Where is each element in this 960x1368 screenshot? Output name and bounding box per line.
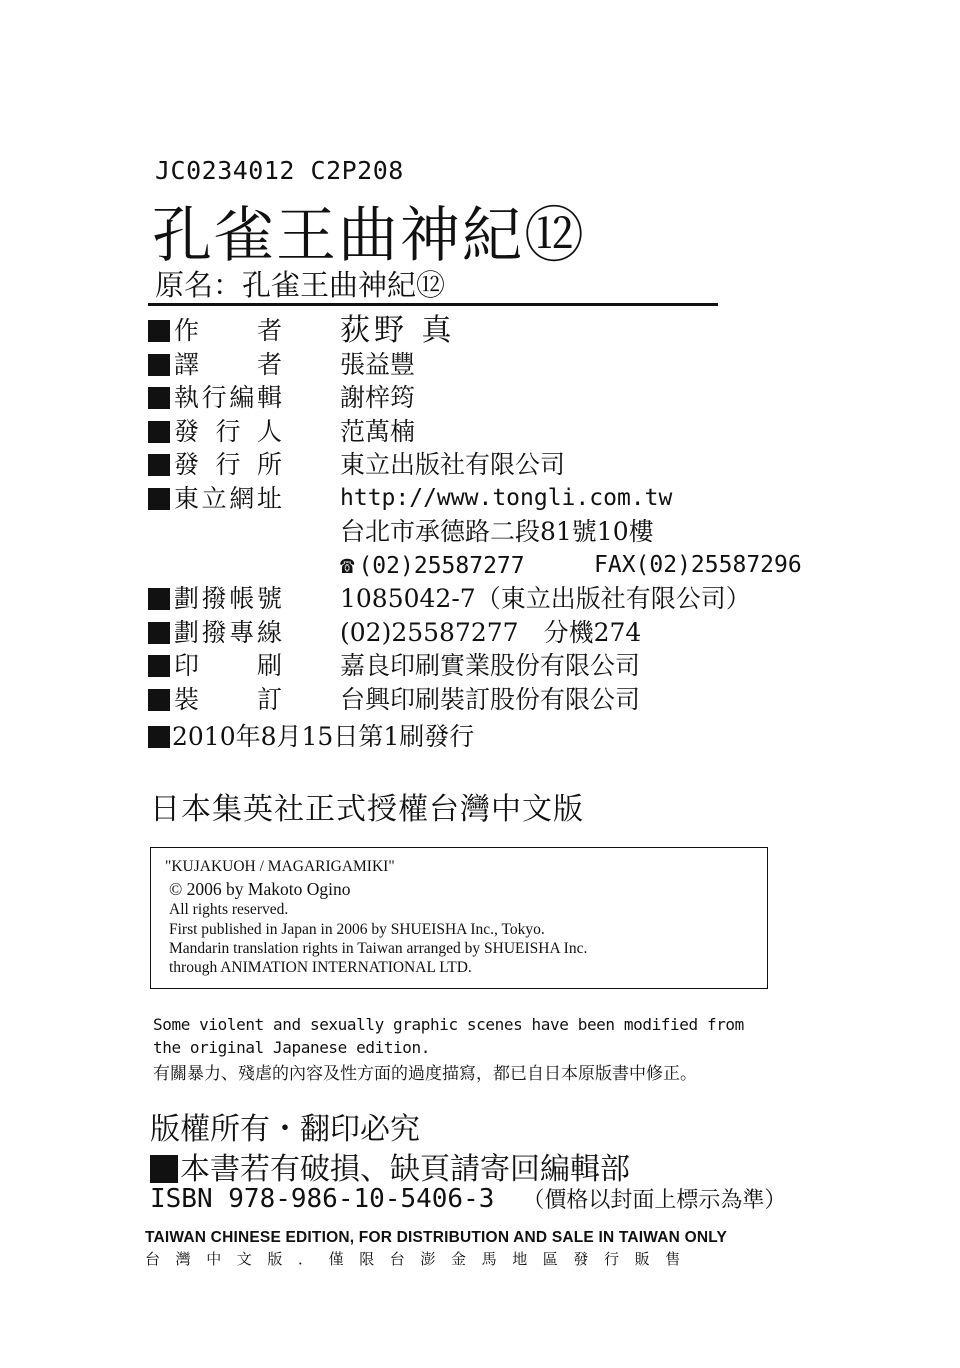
catalog-code: JC0234012 C2P208 xyxy=(155,156,404,185)
bullet-square-icon xyxy=(148,622,170,644)
credit-value: 張益豐 xyxy=(340,349,416,379)
credit-label: 東立網址 xyxy=(174,483,282,513)
credit-label: 發 行 所 xyxy=(174,450,282,479)
credit-value: 范萬楠 xyxy=(340,416,416,446)
bullet-square-icon xyxy=(148,354,170,376)
fax-number: FAX(02)25587296 xyxy=(594,551,802,578)
damaged-notice-text: 本書若有破損、缺頁請寄回編輯部 xyxy=(180,1152,630,1187)
bullet-square-icon xyxy=(148,320,170,342)
isbn-line xyxy=(150,1183,786,1214)
publish-date xyxy=(148,717,474,753)
bullet-square-icon xyxy=(148,689,170,711)
bullet-square-icon xyxy=(148,454,170,476)
notice-chinese: 有關暴力、殘虐的內容及性方面的過度描寫，都已自日本原版書中修正。 xyxy=(153,1064,697,1084)
credit-label: 劃撥專線 xyxy=(174,617,282,647)
notice-english-line: the original Japanese edition. xyxy=(153,1038,430,1057)
publish-date-text: 2010年8月15日第1刷發行 xyxy=(172,722,475,751)
notice-english-line: Some violent and sexually graphic scenes have been modified from xyxy=(153,1015,744,1034)
copyright-line: © 2006 by Makoto Ogino xyxy=(169,879,351,899)
credit-label: 執行編輯 xyxy=(174,383,282,412)
isbn-number: ISBN 978-986-10-5406-3 xyxy=(150,1184,495,1214)
credit-value: 荻野 真 xyxy=(340,313,456,348)
credit-label: 裝 訂 xyxy=(174,684,282,714)
title-divider xyxy=(148,303,718,306)
edition-english: TAIWAN CHINESE EDITION, FOR DISTRIBUTION AND SALE IN TAIWAN ONLY xyxy=(145,1229,728,1246)
copyright-line: All rights reserved. xyxy=(169,901,289,918)
copyright-line: through ANIMATION INTERNATIONAL LTD. xyxy=(169,959,472,976)
credit-label: 作 者 xyxy=(174,316,282,345)
copyright-box xyxy=(150,847,768,989)
edition-chinese: 台灣中文版．僅限台澎金馬地區發行販售 xyxy=(145,1250,696,1268)
address-text: 台北市承德路二段81號10樓 xyxy=(340,517,654,546)
copyright-line: Mandarin translation rights in Taiwan arranged by SHUEISHA Inc. xyxy=(169,940,588,957)
book-title: 孔雀王曲神紀⑫ xyxy=(152,201,586,271)
credit-value: 台興印刷裝訂股份有限公司 xyxy=(340,684,641,714)
rights-reserved: 版權所有・翻印必究 xyxy=(150,1112,420,1147)
credit-value: 東立出版社有限公司 xyxy=(340,450,566,479)
copyright-line: "KUJAKUOH / MAGARIGAMIKI" xyxy=(165,858,395,875)
credit-label: 劃撥帳號 xyxy=(174,584,282,613)
credit-value: 嘉良印刷實業股份有限公司 xyxy=(340,651,641,680)
original-title: 原名：孔雀王曲神紀⑫ xyxy=(155,268,446,302)
damaged-notice xyxy=(150,1144,630,1188)
credit-value: (02)25587277 分機274 xyxy=(340,617,642,647)
bullet-square-icon xyxy=(148,421,170,443)
bullet-square-icon xyxy=(148,588,170,610)
credit-label: 發 行 人 xyxy=(174,416,282,446)
bullet-square-icon xyxy=(150,1155,178,1183)
website-link[interactable]: http://www.tongli.com.tw xyxy=(340,484,673,511)
bullet-square-icon xyxy=(148,488,170,510)
credit-value: 謝梓筠 xyxy=(340,383,416,412)
price-note: （價格以封面上標示為準） xyxy=(522,1188,787,1213)
bullet-square-icon xyxy=(148,726,170,748)
copyright-line: First published in Japan in 2006 by SHUEISHA Inc., Tokyo. xyxy=(169,921,545,938)
phone-number: (02)25587277 xyxy=(358,552,525,579)
authorization-statement: 日本集英社正式授權台灣中文版 xyxy=(150,792,584,827)
phone-icon: ☎ xyxy=(340,550,355,579)
credit-label: 譯 者 xyxy=(174,349,282,379)
credit-value: 1085042-7（東立出版社有限公司） xyxy=(340,584,751,613)
bullet-square-icon xyxy=(148,655,170,677)
credit-label: 印 刷 xyxy=(174,651,282,680)
bullet-square-icon xyxy=(148,387,170,409)
